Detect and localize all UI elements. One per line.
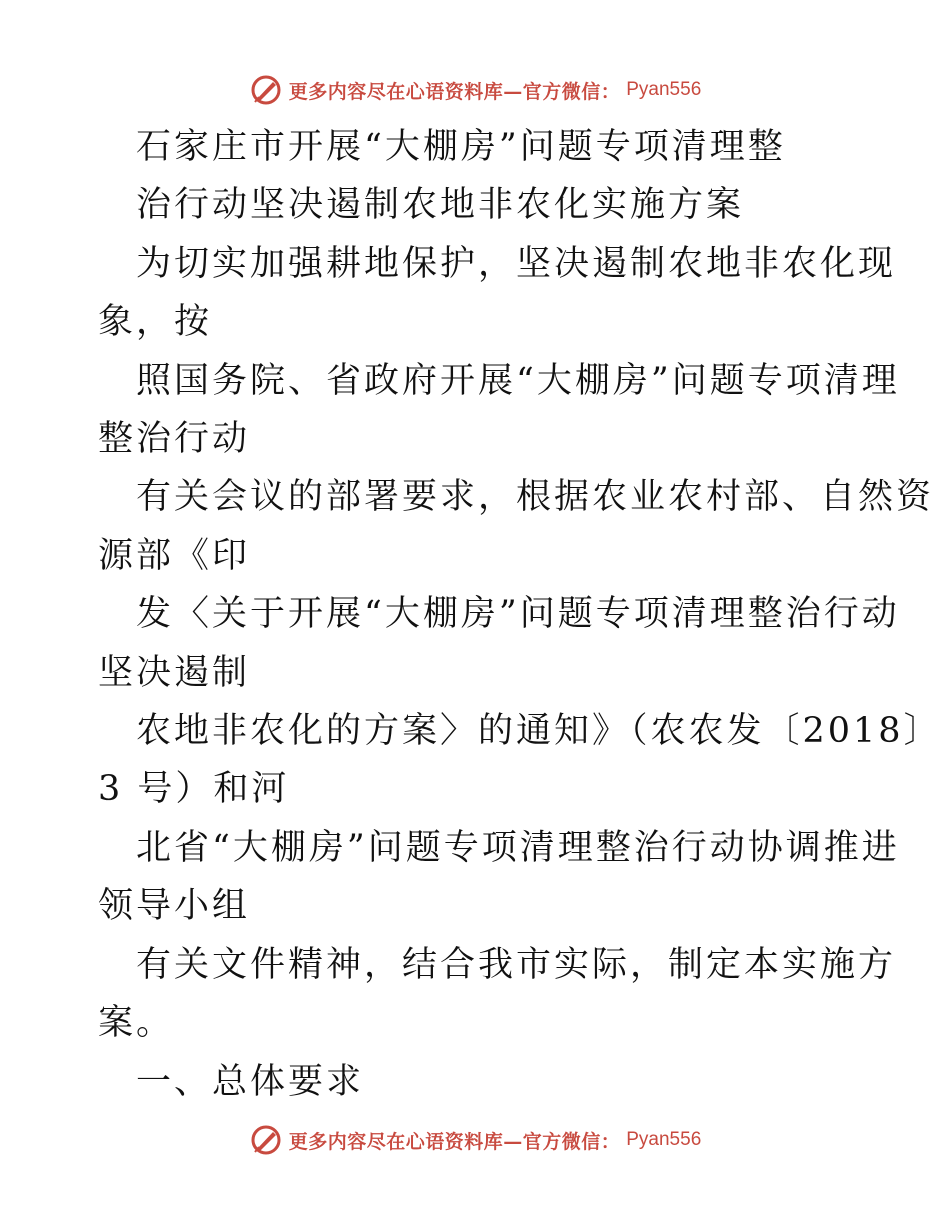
document-title-line-1: 石家庄市开展“大棚房”问题专项清理整 [136,127,786,167]
document-title-line-2: 治行动坚决遏制农地非农化实施方案 [136,185,745,226]
body-paragraph [98,235,897,352]
paragraph-line: 北省“大棚房”问题专项清理整治行动协调推进 [136,827,900,868]
paragraph-wrap: 象，按 [98,302,213,343]
document-body [98,118,942,1111]
paragraph-wrap: 源部《印 [98,535,251,576]
header-watermark [0,70,950,110]
watermark-text: 更多内容尽在心语资料库—官方微信： [288,1130,621,1153]
body-paragraph [98,819,900,936]
body-paragraph [98,936,897,1053]
watermark-text: 更多内容尽在心语资料库—官方微信： [288,80,621,103]
body-paragraph [98,702,942,819]
section-heading: 一、总体要求 [136,1061,365,1102]
paragraph-wrap: 领导小组 [98,886,251,927]
paragraph-wrap: 案。 [98,1003,175,1044]
watermark-handle: Pyan556 [626,1129,702,1150]
body-paragraph [98,468,935,585]
paragraph-line: 照国务院、省政府开展“大棚房”问题专项清理 [136,360,900,401]
paragraph-line: 发〈关于开展“大棚房”问题专项清理整治行动 [136,594,900,635]
watermark-handle: Pyan556 [626,79,702,100]
paragraph-line: 有关文件精神，结合我市实际，制定本实施方 [136,944,897,985]
body-paragraph [98,585,900,702]
paragraph-wrap: 坚决遏制 [98,652,251,693]
quill-seal-icon [249,73,283,107]
paragraph-line: 为切实加强耕地保护，坚决遏制农地非农化现 [136,243,897,284]
paragraph-wrap: 整治行动 [98,419,251,460]
paragraph-wrap: 3 号）和河 [98,769,290,810]
paragraph-line: 有关会议的部署要求，根据农业农村部、自然资 [136,477,935,518]
body-paragraph [98,352,900,469]
footer-watermark [0,1120,950,1160]
quill-seal-icon [249,1123,283,1157]
paragraph-line: 农地非农化的方案〉的通知》（农农发〔2018〕 [136,711,942,752]
